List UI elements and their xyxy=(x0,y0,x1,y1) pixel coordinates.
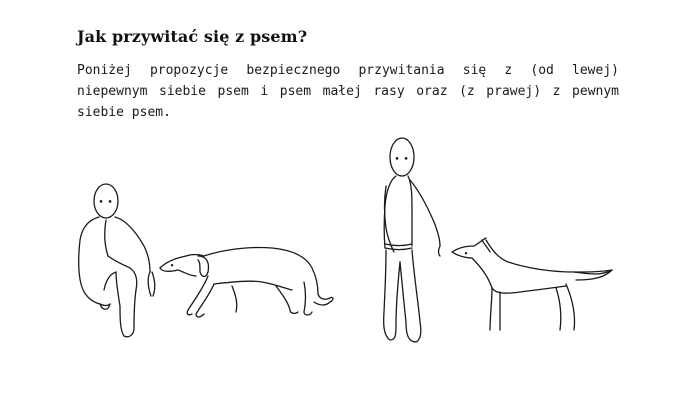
page-title: Jak przywitać się z psem? xyxy=(77,27,308,46)
crouching-person xyxy=(79,184,155,337)
unsure-dog xyxy=(160,247,333,317)
standing-person xyxy=(384,138,440,342)
intro-paragraph: Poniżej propozycje bezpiecznego przywitania się z (od lewej) niepewnym siebie psem i psem małej rasy oraz (z prawej) z pewnym siebie psem. xyxy=(77,63,619,120)
confident-dog xyxy=(452,238,612,330)
